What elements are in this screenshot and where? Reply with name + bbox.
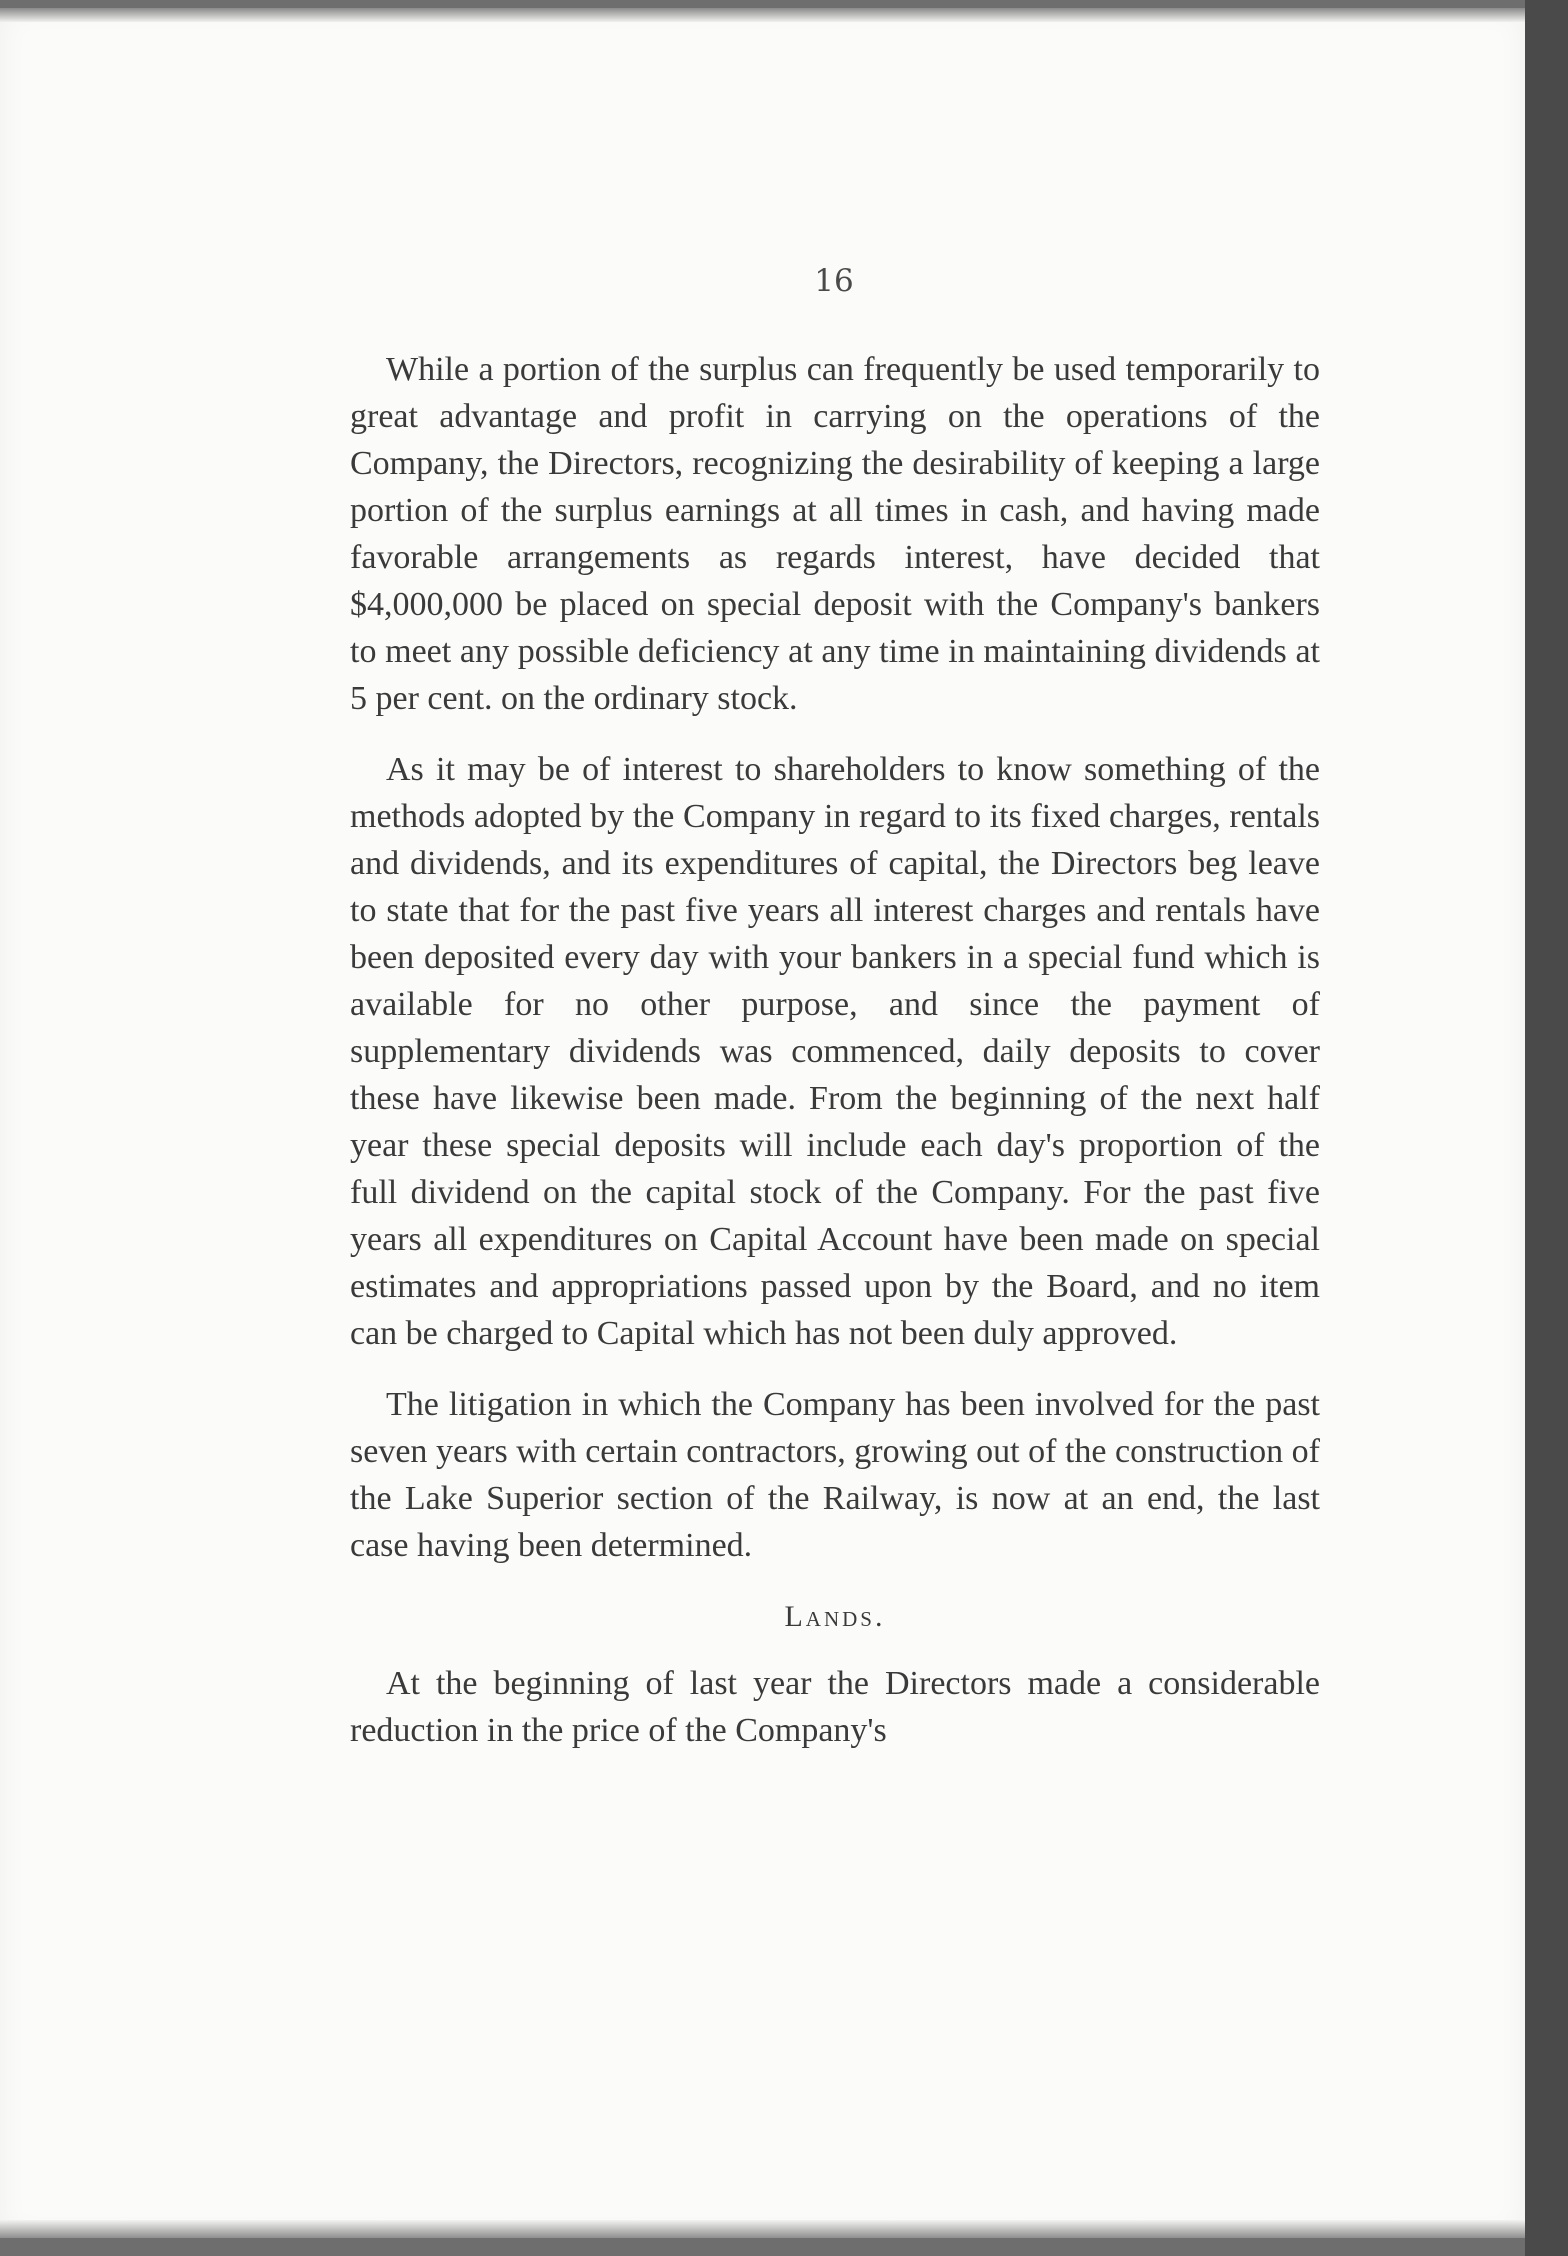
page-number: 16 [814,263,854,299]
scan-border [1525,0,1568,2256]
paragraph-methods: As it may be of interest to shareholders to know something of the methods adopted by the Company in regard to its fixed charges, rentals and dividends, and its expenditures of capital, the Directors beg leave to state that for the past five years all interest charges and rentals have been deposited every day with your bankers in a special fund which is available for no other purpose, and since the payment of supplementary dividends was commenced, daily deposits to cover these have likewise been made. From the beginning of the next half year these special deposits will include each day's proportion of the full dividend on the capital stock of the Company. For the past five years all expenditures on Capital Account have been made on special estimates and appropriations passed upon by the Board, and no item can be charged to Capital which has not been duly approved. [350,751,1320,1352]
paragraph-surplus-deposit: While a portion of the surplus can frequently be used temporarily to great advantage and profit in carrying on the operations of the Company, the Directors, recognizing the desirability of keeping a large portion of the surplus earnings at all times in cash, and having made favorable arrangements as regards interest, have decided that $4,000,000 be placed on special deposit with the Company's bankers to meet any possible deficiency at any time in maintaining dividends at 5 per cent. on the ordinary stock. [350,351,1320,717]
page-bottom-edge [0,2220,1525,2238]
body-text [350,346,1320,1778]
paragraph-lands: At the beginning of last year the Directors made a considerable reduction in the price of the Company's [350,1665,1320,1749]
paragraph-litigation: The litigation in which the Company has been involved for the past seven years with certain contractors, growing out of the construction of the Lake Superior section of the Railway, is now at an end, the last case having been determined. [350,1386,1320,1564]
document-page [0,8,1525,2238]
section-heading-lands: Lands. [784,1600,886,1633]
page-top-edge [0,8,1525,22]
